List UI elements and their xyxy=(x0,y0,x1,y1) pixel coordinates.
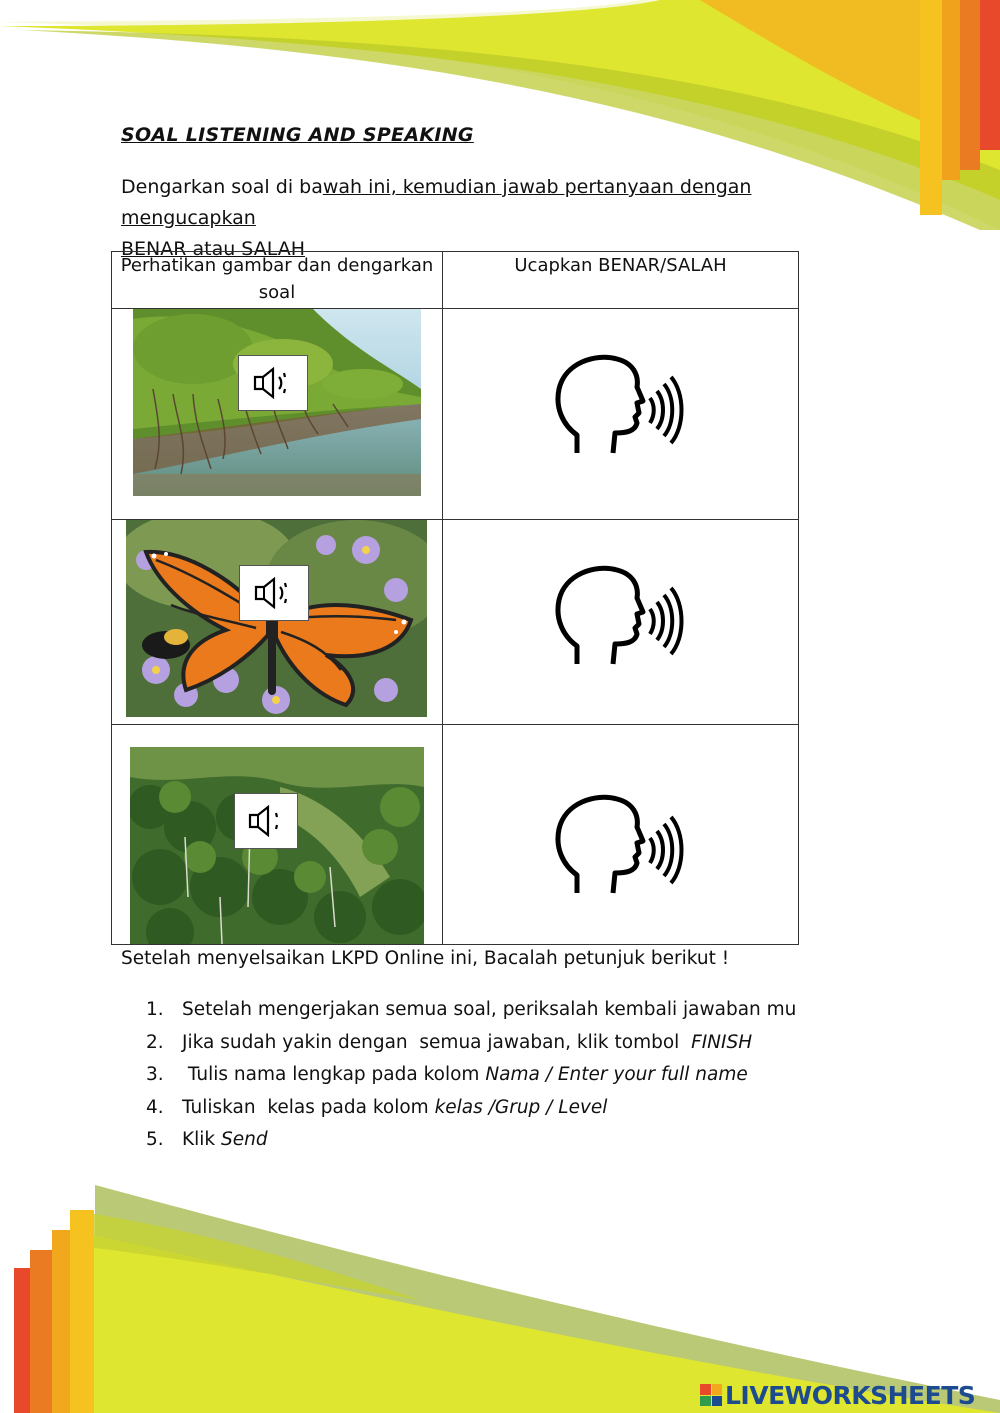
play-audio-button[interactable] xyxy=(239,565,309,621)
step-italic: Nama / Enter your full name xyxy=(485,1064,748,1085)
step-text: Tuliskan kelas pada kolom xyxy=(182,1096,435,1118)
step-italic: Send xyxy=(221,1129,268,1150)
logo-text: LIVEWORKSHEETS xyxy=(725,1380,976,1410)
list-item xyxy=(146,1059,796,1092)
play-audio-button[interactable] xyxy=(234,793,298,849)
instruction-prefix: Dengarkan soal di ba xyxy=(121,176,323,198)
speaking-head-icon[interactable] xyxy=(555,564,685,684)
table-row xyxy=(112,725,799,945)
liveworksheets-logo xyxy=(700,1380,975,1410)
instruction-underlined-2: BENAR atau SALAH xyxy=(121,238,306,260)
speaker-icon xyxy=(244,803,288,839)
step-text: Klik xyxy=(182,1129,222,1150)
speaking-head-icon[interactable] xyxy=(555,353,685,473)
list-item xyxy=(146,1092,796,1125)
table-row xyxy=(112,520,799,725)
logo-badge-icon xyxy=(700,1384,722,1406)
list-item xyxy=(146,1124,796,1157)
image-cell xyxy=(112,309,443,520)
speaker-icon xyxy=(250,575,298,611)
answer-cell xyxy=(443,725,799,945)
step-number: 4. xyxy=(146,1096,164,1118)
list-item xyxy=(146,994,796,1027)
table-header-left: Perhatikan gambar dan dengarkan soal xyxy=(112,252,443,309)
answer-cell xyxy=(443,309,799,520)
steps-list xyxy=(146,994,796,1157)
step-number: 5. xyxy=(146,1129,164,1150)
step-number: 1. xyxy=(146,999,164,1020)
step-text: Jika sudah yakin dengan semua jawaban, klik tombol xyxy=(182,1031,692,1053)
after-instruction: Setelah menyelsaikan LKPD Online ini, Bacalah petunjuk berikut ! xyxy=(121,948,730,969)
step-number: 2. xyxy=(146,1031,164,1053)
speaker-icon xyxy=(249,365,297,401)
answer-cell xyxy=(443,520,799,725)
table-row xyxy=(112,309,799,520)
page-title: SOAL LISTENING AND SPEAKING xyxy=(121,124,474,146)
play-audio-button[interactable] xyxy=(238,355,308,411)
step-italic: kelas /Grup / Level xyxy=(434,1096,608,1118)
instruction-underlined-1: wah ini, kemudian jawab pertanyaan dengan mengucapkan xyxy=(121,176,752,229)
quiz-table xyxy=(111,251,799,945)
image-cell xyxy=(112,725,443,945)
step-text: Tulis nama lengkap pada kolom xyxy=(182,1064,486,1085)
speaking-head-icon[interactable] xyxy=(555,793,685,913)
list-item xyxy=(146,1027,796,1060)
step-text: Setelah mengerjakan semua soal, periksalah kembali jawaban mu xyxy=(182,999,797,1020)
step-italic: FINISH xyxy=(691,1031,753,1053)
image-cell xyxy=(112,520,443,725)
step-number: 3. xyxy=(146,1064,164,1085)
table-header-right: Ucapkan BENAR/SALAH xyxy=(443,252,799,309)
